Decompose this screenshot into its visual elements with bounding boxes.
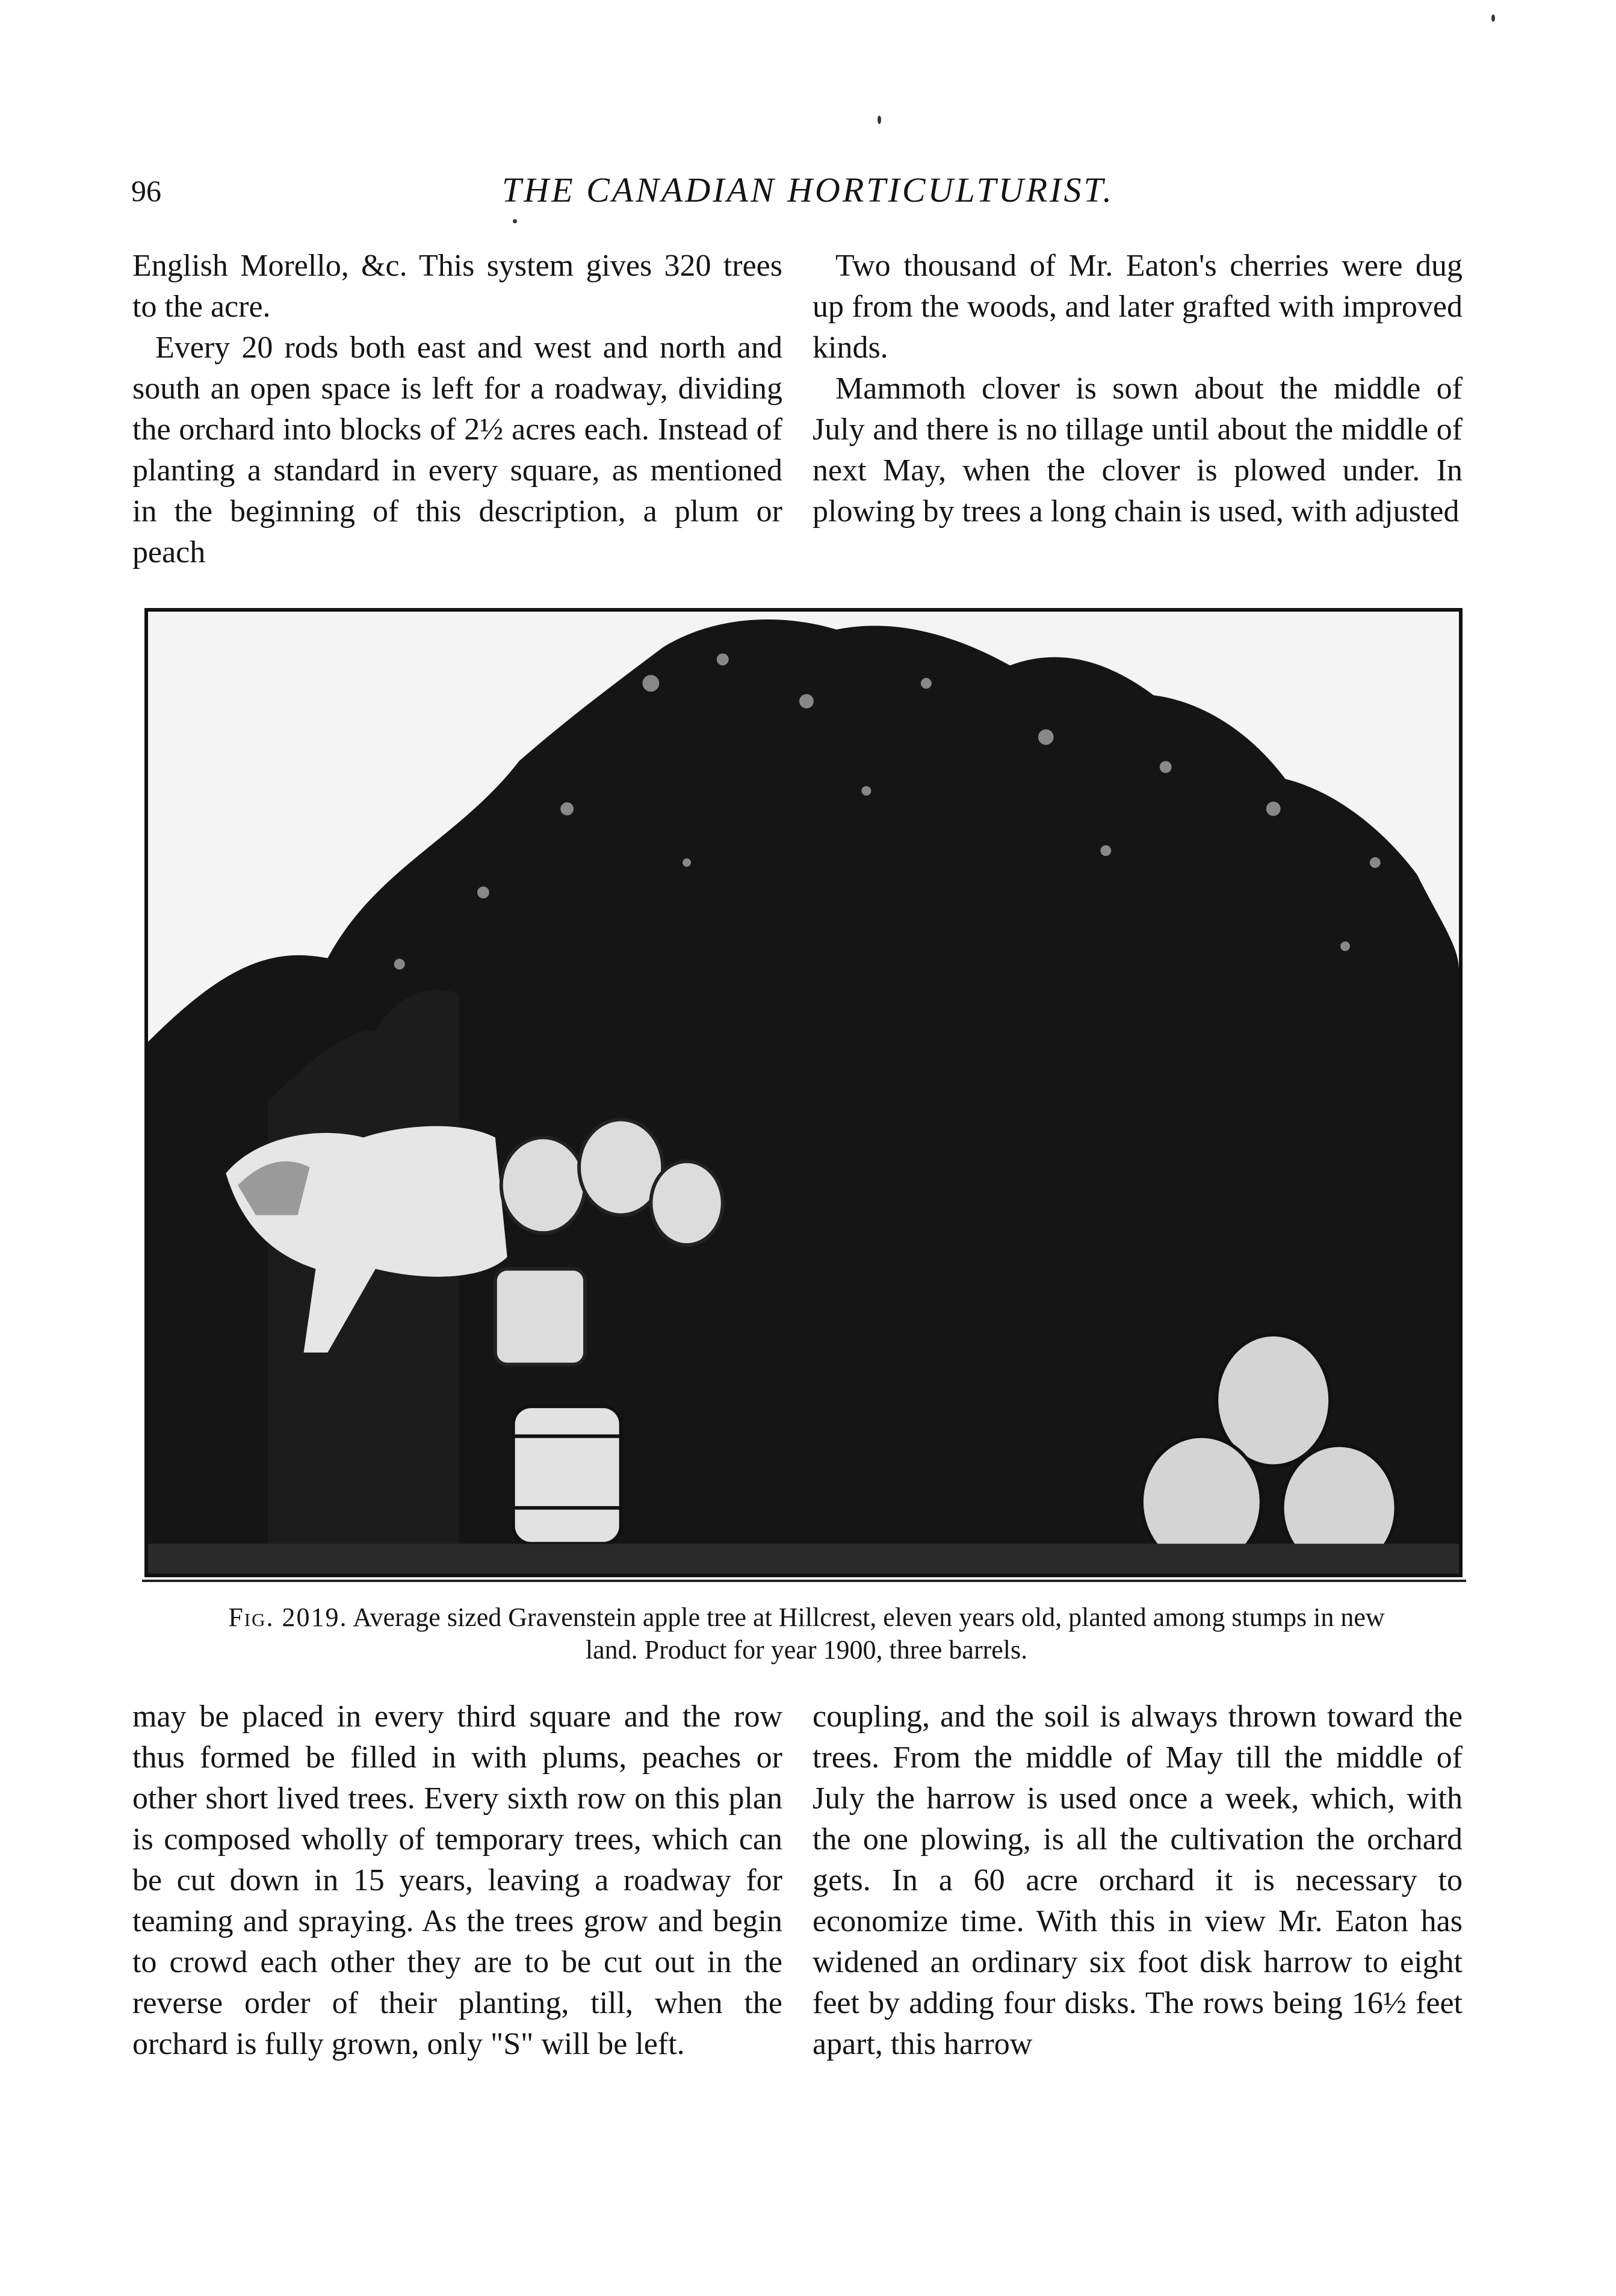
print-speck — [878, 116, 881, 124]
paragraph: English Morello, &c. This system gives 320 trees to the acre. — [132, 249, 782, 324]
paragraph: Mammoth clover is sown about the middle of July and there is no tillage until about the middle of next May, when the clover is plowed under. In plowing by trees a long chain is used, with adjusted — [813, 371, 1463, 529]
paragraph: Every 20 rods both east and west and north and south an open space is left for a roadway, dividing the orchard into blocks of 2½ acres each. Instead of planting a standard in every square, as mentioned in the beginning of this description, a plum or peach — [132, 330, 782, 569]
figure-rule — [142, 1580, 1466, 1582]
print-speck — [1491, 14, 1495, 22]
apple-tree-photo-illustration — [148, 612, 1459, 1574]
text-column-bottom-left — [132, 1696, 782, 2065]
text-column-top-left — [132, 246, 782, 573]
text-column-top-right — [813, 246, 1463, 532]
paragraph: may be placed in every third square and the row thus formed be filled in with plums, peaches or other short lived trees. Every sixth row on this plan is composed wholly of temporary trees, which can be cut down in 15 years, leaving a roadway for teaming and spraying. As the trees grow and begin to crowd each other they are to be cut out in the reverse order of their planting, till, when the orchard is fully grown, only "S" will be left. — [132, 1699, 782, 2061]
orchard-photograph — [144, 608, 1463, 1577]
paragraph: Two thousand of Mr. Eaton's cherries were dug up from the woods, and later grafted with improved kinds. — [813, 249, 1463, 365]
paragraph: coupling, and the soil is always thrown toward the trees. From the middle of May till the middle of July the harrow is used once a week, which, with the one plowing, is all the cultivation the orchard gets. In a 60 acre orchard it is necessary to economize time. With this in view Mr. Eaton has widened an ordinary six foot disk harrow to eight feet by adding four disks. The rows being 16½ feet apart, this harrow — [813, 1699, 1463, 2061]
print-speck — [513, 219, 517, 223]
figure-caption — [205, 1601, 1408, 1666]
page-number: 96 — [131, 174, 161, 208]
figure-caption-text: Average sized Gravenstein apple tree at Hillcrest, eleven years old, planted among stumps in new land. Product for year 1900, three barrels. — [353, 1603, 1385, 1665]
text-column-bottom-right — [813, 1696, 1463, 2065]
running-title: THE CANADIAN HORTICULTURIST. — [502, 170, 1114, 209]
figure-label: Fig. 2019. — [228, 1603, 348, 1632]
